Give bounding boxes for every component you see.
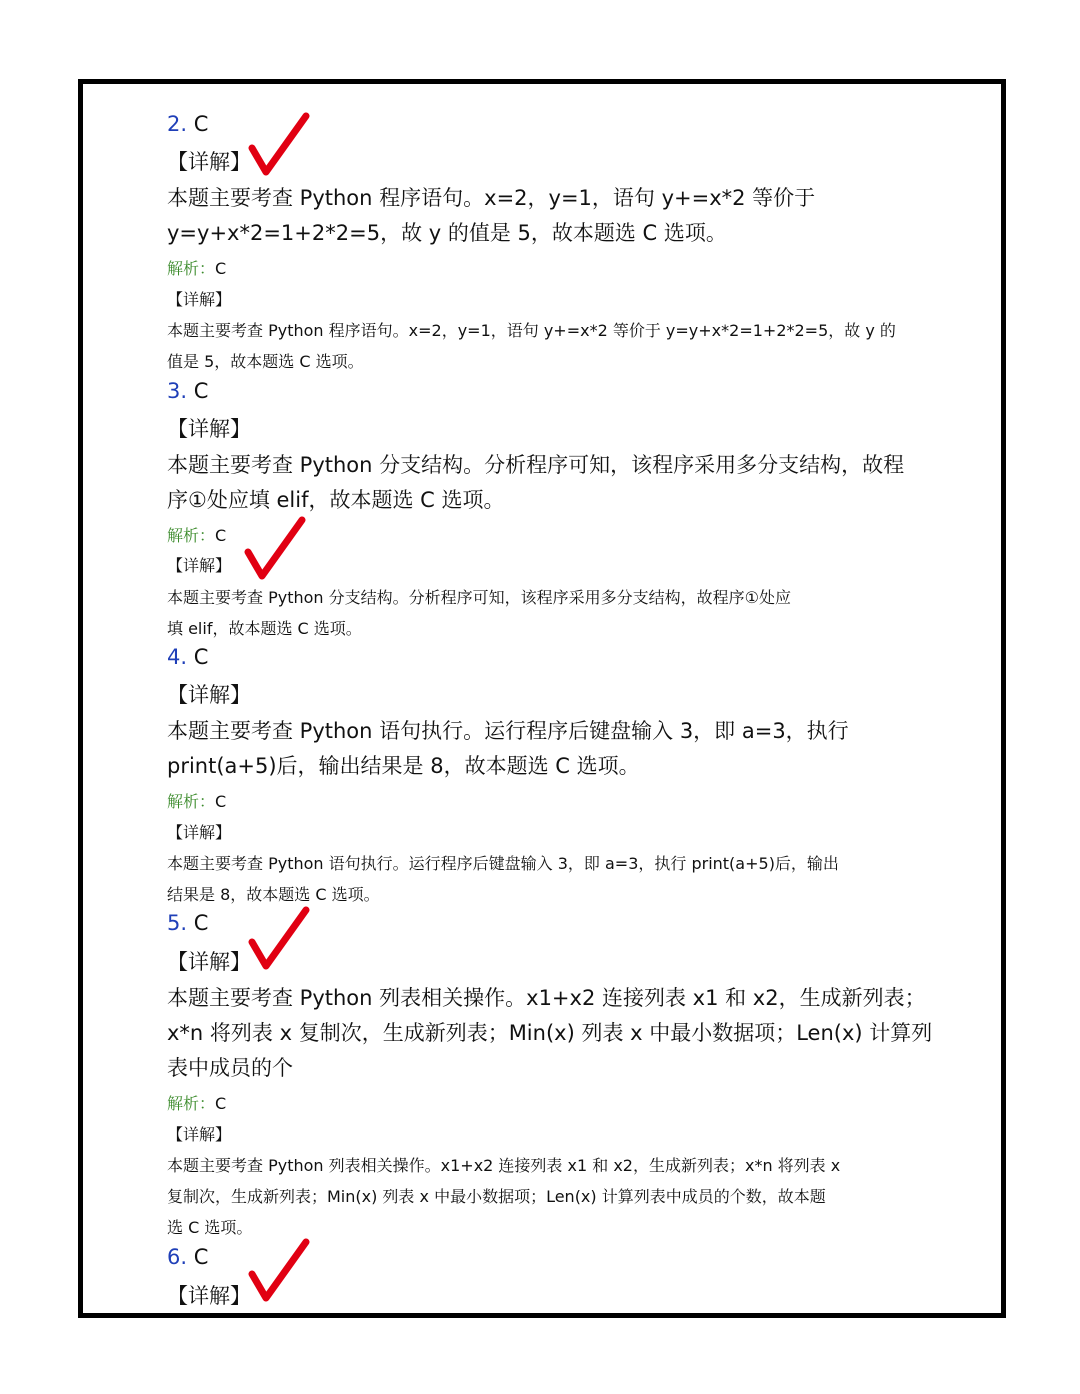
question-number: 5.: [167, 911, 188, 935]
analysis-line: 本题主要考查 Python 程序语句。x=2，y=1，语句 y+=x*2 等价于 y=y+x*2=1+2*2=5，故 y 的: [167, 321, 896, 340]
question-6-header: [167, 1245, 208, 1269]
analysis-header: [167, 1091, 226, 1114]
question-5-header: [167, 911, 208, 935]
check-mark-icon: [247, 906, 311, 972]
analysis-line: 本题主要考查 Python 分支结构。分析程序可知，该程序采用多分支结构，故程序①处应: [167, 588, 791, 607]
detail-label: 【详解】: [167, 1284, 251, 1308]
analysis-answer: C: [215, 792, 227, 811]
analysis-detail-label: 【详解】: [167, 290, 232, 309]
analysis-label: 解析：: [167, 526, 216, 545]
question-2-header: [167, 112, 208, 136]
detail-line: 本题主要考查 Python 程序语句。x=2，y=1，语句 y+=x*2 等价于: [167, 186, 816, 210]
detail-line: x*n 将列表 x 复制次，生成新列表；Min(x) 列表 x 中最小数据项；Len(x) 计算列: [167, 1021, 933, 1045]
analysis-label: 解析：: [167, 1094, 216, 1113]
question-4-header: [167, 645, 208, 669]
analysis-header: [167, 523, 226, 546]
detail-line: 表中成员的个: [167, 1056, 293, 1080]
question-number: 4.: [167, 645, 188, 669]
detail-label: 【详解】: [167, 150, 251, 174]
question-number: 6.: [167, 1245, 188, 1269]
analysis-answer: C: [215, 259, 227, 278]
question-3-header: [167, 379, 208, 403]
detail-line: y=y+x*2=1+2*2=5，故 y 的值是 5，故本题选 C 选项。: [167, 221, 727, 245]
question-answer: C: [193, 645, 209, 669]
question-number: 3.: [167, 379, 188, 403]
analysis-line: 值是 5，故本题选 C 选项。: [167, 352, 364, 371]
detail-line: 序①处应填 elif，故本题选 C 选项。: [167, 488, 505, 512]
question-answer: C: [193, 911, 209, 935]
detail-line: 本题主要考查 Python 语句执行。运行程序后键盘输入 3，即 a=3，执行: [167, 719, 849, 743]
analysis-label: 解析：: [167, 792, 216, 811]
detail-label: 【详解】: [167, 417, 251, 441]
check-mark-icon: [247, 112, 311, 178]
question-answer: C: [193, 112, 209, 136]
analysis-line: 结果是 8，故本题选 C 选项。: [167, 885, 380, 904]
analysis-line: 本题主要考查 Python 语句执行。运行程序后键盘输入 3，即 a=3，执行 print(a+5)后，输出: [167, 854, 839, 873]
analysis-line: 本题主要考查 Python 列表相关操作。x1+x2 连接列表 x1 和 x2，生成新列表；x*n 将列表 x: [167, 1156, 841, 1175]
detail-line: 本题主要考查 Python 列表相关操作。x1+x2 连接列表 x1 和 x2，生成新列表；: [167, 986, 926, 1010]
analysis-line: 填 elif，故本题选 C 选项。: [167, 619, 362, 638]
analysis-header: [167, 256, 226, 279]
detail-line: print(a+5)后，输出结果是 8，故本题选 C 选项。: [167, 754, 640, 778]
analysis-line: 复制次，生成新列表；Min(x) 列表 x 中最小数据项；Len(x) 计算列表中成员的个数，故本题: [167, 1187, 826, 1206]
check-mark-icon: [247, 1238, 311, 1304]
analysis-detail-label: 【详解】: [167, 1125, 232, 1144]
analysis-header: [167, 789, 226, 812]
analysis-answer: C: [215, 526, 227, 545]
detail-label: 【详解】: [167, 950, 251, 974]
analysis-answer: C: [215, 1094, 227, 1113]
analysis-detail-label: 【详解】: [167, 556, 232, 575]
analysis-line: 选 C 选项。: [167, 1218, 253, 1237]
question-answer: C: [193, 379, 209, 403]
question-number: 2.: [167, 112, 188, 136]
question-answer: C: [193, 1245, 209, 1269]
detail-line: 本题主要考查 Python 分支结构。分析程序可知，该程序采用多分支结构，故程: [167, 453, 905, 477]
check-mark-icon: [243, 516, 307, 582]
analysis-label: 解析：: [167, 259, 216, 278]
detail-label: 【详解】: [167, 683, 251, 707]
analysis-detail-label: 【详解】: [167, 823, 232, 842]
